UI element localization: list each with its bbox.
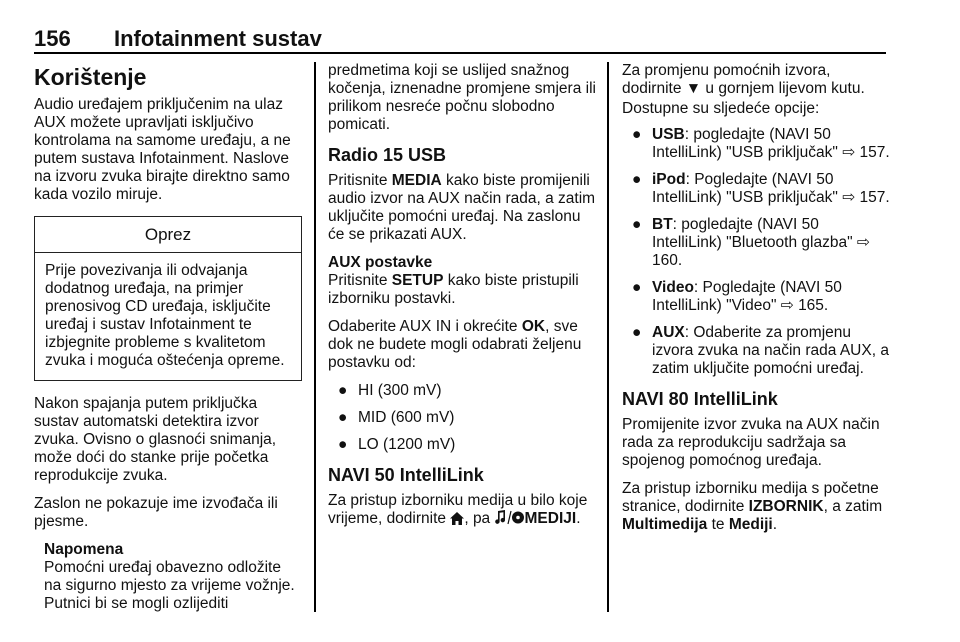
aux-paragraph-1: Pritisnite SETUP kako biste pristupili izborniku postavki. [328,272,579,307]
section-title: Infotainment sustav [114,26,322,51]
music-note-icon [495,510,525,527]
caution-box [34,216,302,381]
page-number: 156 [34,26,71,51]
heading-radio-15-usb: Radio 15 USB [328,145,447,165]
note-title: Napomena [44,541,124,558]
navi80-paragraph-1: Promijenite izvor zvuka na AUX način rada za reprodukciju sadržaja sa spojenog pomoćnog uređaja. [622,416,880,469]
home-icon [450,510,464,527]
list-item: ● iPod: Pogledajte (NAVI 50 IntelliLink) "USB priključak" ⇨ 157. [632,171,890,206]
aux-level-list [328,382,596,454]
note-text: Pomoćni uređaj obavezno odložite na sigurno mjesto za vrijeme vožnje. Putnici bi se mogli ozlijediti [44,559,295,612]
list-item: ● Video: Pogledajte (NAVI 50 IntelliLink) "Video" ⇨ 165. [632,279,842,314]
navi50-paragraph: Za pristup izborniku medija u bilo koje vrijeme, dodirnite , pa MEDIJI. [328,492,588,527]
caution-title: Oprez [35,217,301,253]
column-divider-2 [607,62,609,612]
list-item: ● MID (600 mV) [338,409,455,426]
page-ref-icon: ⇨ [780,297,799,314]
navi80-paragraph-2: Za pristup izborniku medija s početne stranice, dodirnite IZBORNIK, a zatim Multimedija te Mediji. [622,480,883,533]
heading-aux-postavke: AUX postavke [328,254,433,271]
list-item: ● LO (1200 mV) [338,436,456,453]
heading-navi-50: NAVI 50 IntelliLink [328,465,484,485]
continuation-paragraph: predmetima koji se uslijed snažnog kočenja, iznenadne promjene smjera ili prilikom nesreće počnu slobodno pomicati. [328,62,596,133]
setup-key: SETUP [391,272,444,289]
page-ref-icon: ⇨ [842,144,860,161]
intro-paragraph: Audio uređajem priključenim na ulaz AUX možete upravljati isključivo kontrolama na samome uređaju, a ne putem sustava Infotainment. Naslove na izvoru zvuka birajte direktno samo kada vozilo miruje. [34,96,291,203]
radio-paragraph: Pritisnite MEDIA kako biste promijenili audio izvor na AUX način rada, a zatim uključite pomoćni uređaj. Na zaslonu će se prikazati AUX. [328,172,596,243]
source-options-list [622,126,890,378]
list-item: ● HI (300 mV) [338,382,442,399]
detect-paragraph: Nakon spajanja putem priključka sustav automatski detektira izvor zvuka. Ovisno o glasnoći snimanja, može doći do stanke prije početka reprodukcije zvuka. [34,395,277,484]
caution-text: Prije povezivanja ili odvajanja dodatnog uređaja, na primjer prenosivog CD uređaja, isključite uređaj i sustav Infotainment te izbjegnite probleme s kvalitetom zvuka i moguća oštećenja opreme. [45,262,285,369]
source-change-paragraph: Za promjenu pomoćnih izvora, dodirnite ▼ u gornjem lijevom kutu. [622,62,865,97]
triangle-down-icon: ▼ [685,80,702,97]
list-item: ● USB: pogledajte (NAVI 50 IntelliLink) "USB priključak" ⇨ 157. [632,126,890,161]
column-divider-1 [314,62,316,612]
page-header [34,24,886,54]
column-3 [622,62,890,544]
heading-koristenje: Korištenje [34,64,147,90]
options-intro: Dostupne su sljedeće opcije: [622,100,820,117]
ok-key: OK [521,318,546,335]
list-item: ● BT: pogledajte (NAVI 50 IntelliLink) "Bluetooth glazba" ⇨ 160. [632,216,870,269]
column-1 [34,62,302,613]
column-2 [328,62,596,538]
header-divider [34,52,886,54]
aux-paragraph-2: Odaberite AUX IN i okrećite OK, sve dok ne budete mogli odabrati željenu postavku od: [328,318,582,371]
list-item: ● AUX: Odaberite za promjenu izvora zvuka na način rada AUX, a zatim uključite pomoćni uređaj. [632,324,889,377]
heading-navi-80: NAVI 80 IntelliLink [622,389,778,409]
page-ref-icon: ⇨ [842,189,860,206]
media-key: MEDIA [391,172,442,189]
display-paragraph: Zaslon ne pokazuje ime izvođača ili pjesme. [34,495,278,530]
mediji-key: MEDIJI [524,510,577,527]
note-box [34,541,302,613]
page-ref-icon: ⇨ [856,234,870,251]
